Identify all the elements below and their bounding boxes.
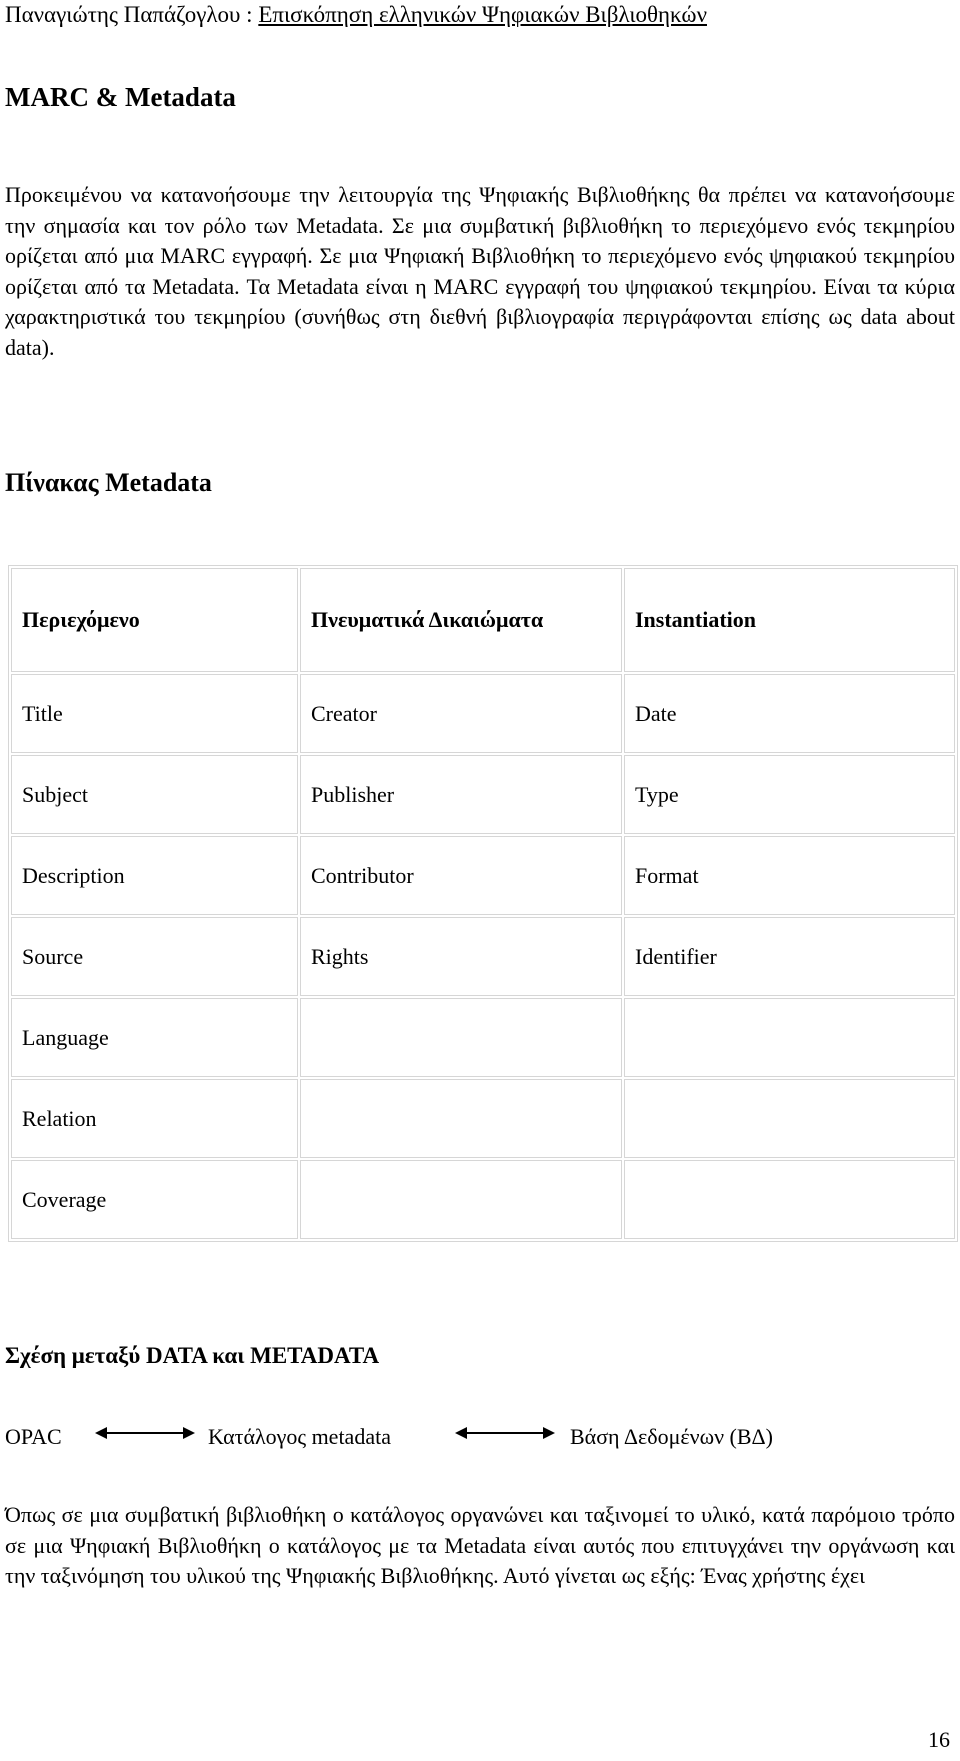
section-heading-marc: MARC & Metadata (5, 82, 236, 112)
table-cell (624, 1160, 955, 1239)
table-cell: Rights (300, 917, 622, 996)
column-header: Instantiation (624, 568, 955, 672)
column-header: Πνευματικά Δικαιώματα (300, 568, 622, 672)
table-cell: Contributor (300, 836, 622, 915)
table-cell: Identifier (624, 917, 955, 996)
metadata-table (8, 565, 958, 1242)
table-header-row (11, 568, 955, 672)
table-row (11, 917, 955, 996)
page-number: 16 (928, 1727, 950, 1752)
relation-heading: Σχέση μεταξύ DATA και METADATA (5, 1343, 380, 1368)
table-row (11, 674, 955, 753)
table-cell: Description (11, 836, 298, 915)
flow-item-database: Βάση Δεδομένων (ΒΔ) (570, 1424, 773, 1449)
flow-item-opac: OPAC (5, 1424, 62, 1449)
intro-paragraph: Προκειμένου να κατανοήσουμε την λειτουργία της Ψηφιακής Βιβλιοθήκης θα πρέπει να κατανοήσουμε την σημασία και τον ρόλο των Metadata. Σε μια συμβατική βιβλιοθήκη το περιεχόμενο ενός τεκμηρίου ορίζεται από μια MARC εγγραφή. Σε μια Ψηφιακή Βιβλιοθήκη το περιεχόμενο ενός ψηφιακού τεκμηρίου ορίζεται από τα Metadata. Τα Metadata είναι η MARC εγγραφή του ψηφιακού τεκμηρίου. Είναι τα κύρια χαρακτηριστικά του τεκμηρίου (συνήθως στη διεθνή βιβλιογραφία περιγράφονται επίσης ως data about data). (5, 182, 955, 360)
table-cell: Relation (11, 1079, 298, 1158)
table-cell (300, 1160, 622, 1239)
double-arrow-icon (95, 1425, 195, 1441)
table-row (11, 1160, 955, 1239)
closing-paragraph: Όπως σε μια συμβατική βιβλιοθήκη ο κατάλογος οργανώνει και ταξινομεί το υλικό, κατά παρόμοιο τρόπο σε μια Ψηφιακή Βιβλιοθήκη ο κατάλογος με τα Metadata είναι αυτός που επιτυγχάνει την οργάνωση και την ταξινόμηση του υλικού της Ψηφιακής Βιβλιοθήκης. Αυτό γίνεται ως εξής: Ένας χρήστης έχει (5, 1502, 955, 1588)
table-cell (300, 1079, 622, 1158)
running-header (5, 2, 707, 28)
table-cell (624, 998, 955, 1077)
table-cell (300, 998, 622, 1077)
table-cell (624, 1079, 955, 1158)
table-row (11, 755, 955, 834)
table-cell: Date (624, 674, 955, 753)
table-row (11, 836, 955, 915)
table-row (11, 1079, 955, 1158)
table-cell: Source (11, 917, 298, 996)
header-title: Επισκόπηση ελληνικών Ψηφιακών Βιβλιοθηκών (258, 2, 707, 27)
table-cell: Publisher (300, 755, 622, 834)
table-cell: Subject (11, 755, 298, 834)
table-cell: Coverage (11, 1160, 298, 1239)
column-header: Περιεχόμενο (11, 568, 298, 672)
table-cell: Title (11, 674, 298, 753)
flow-item-catalog: Κατάλογος metadata (208, 1424, 391, 1449)
table-row (11, 998, 955, 1077)
table-cell: Type (624, 755, 955, 834)
table-heading: Πίνακας Metadata (5, 468, 212, 497)
table-cell: Creator (300, 674, 622, 753)
double-arrow-icon (455, 1425, 555, 1441)
table-cell: Format (624, 836, 955, 915)
table-cell: Language (11, 998, 298, 1077)
header-author: Παναγιώτης Παπάζογλου : (5, 2, 259, 27)
